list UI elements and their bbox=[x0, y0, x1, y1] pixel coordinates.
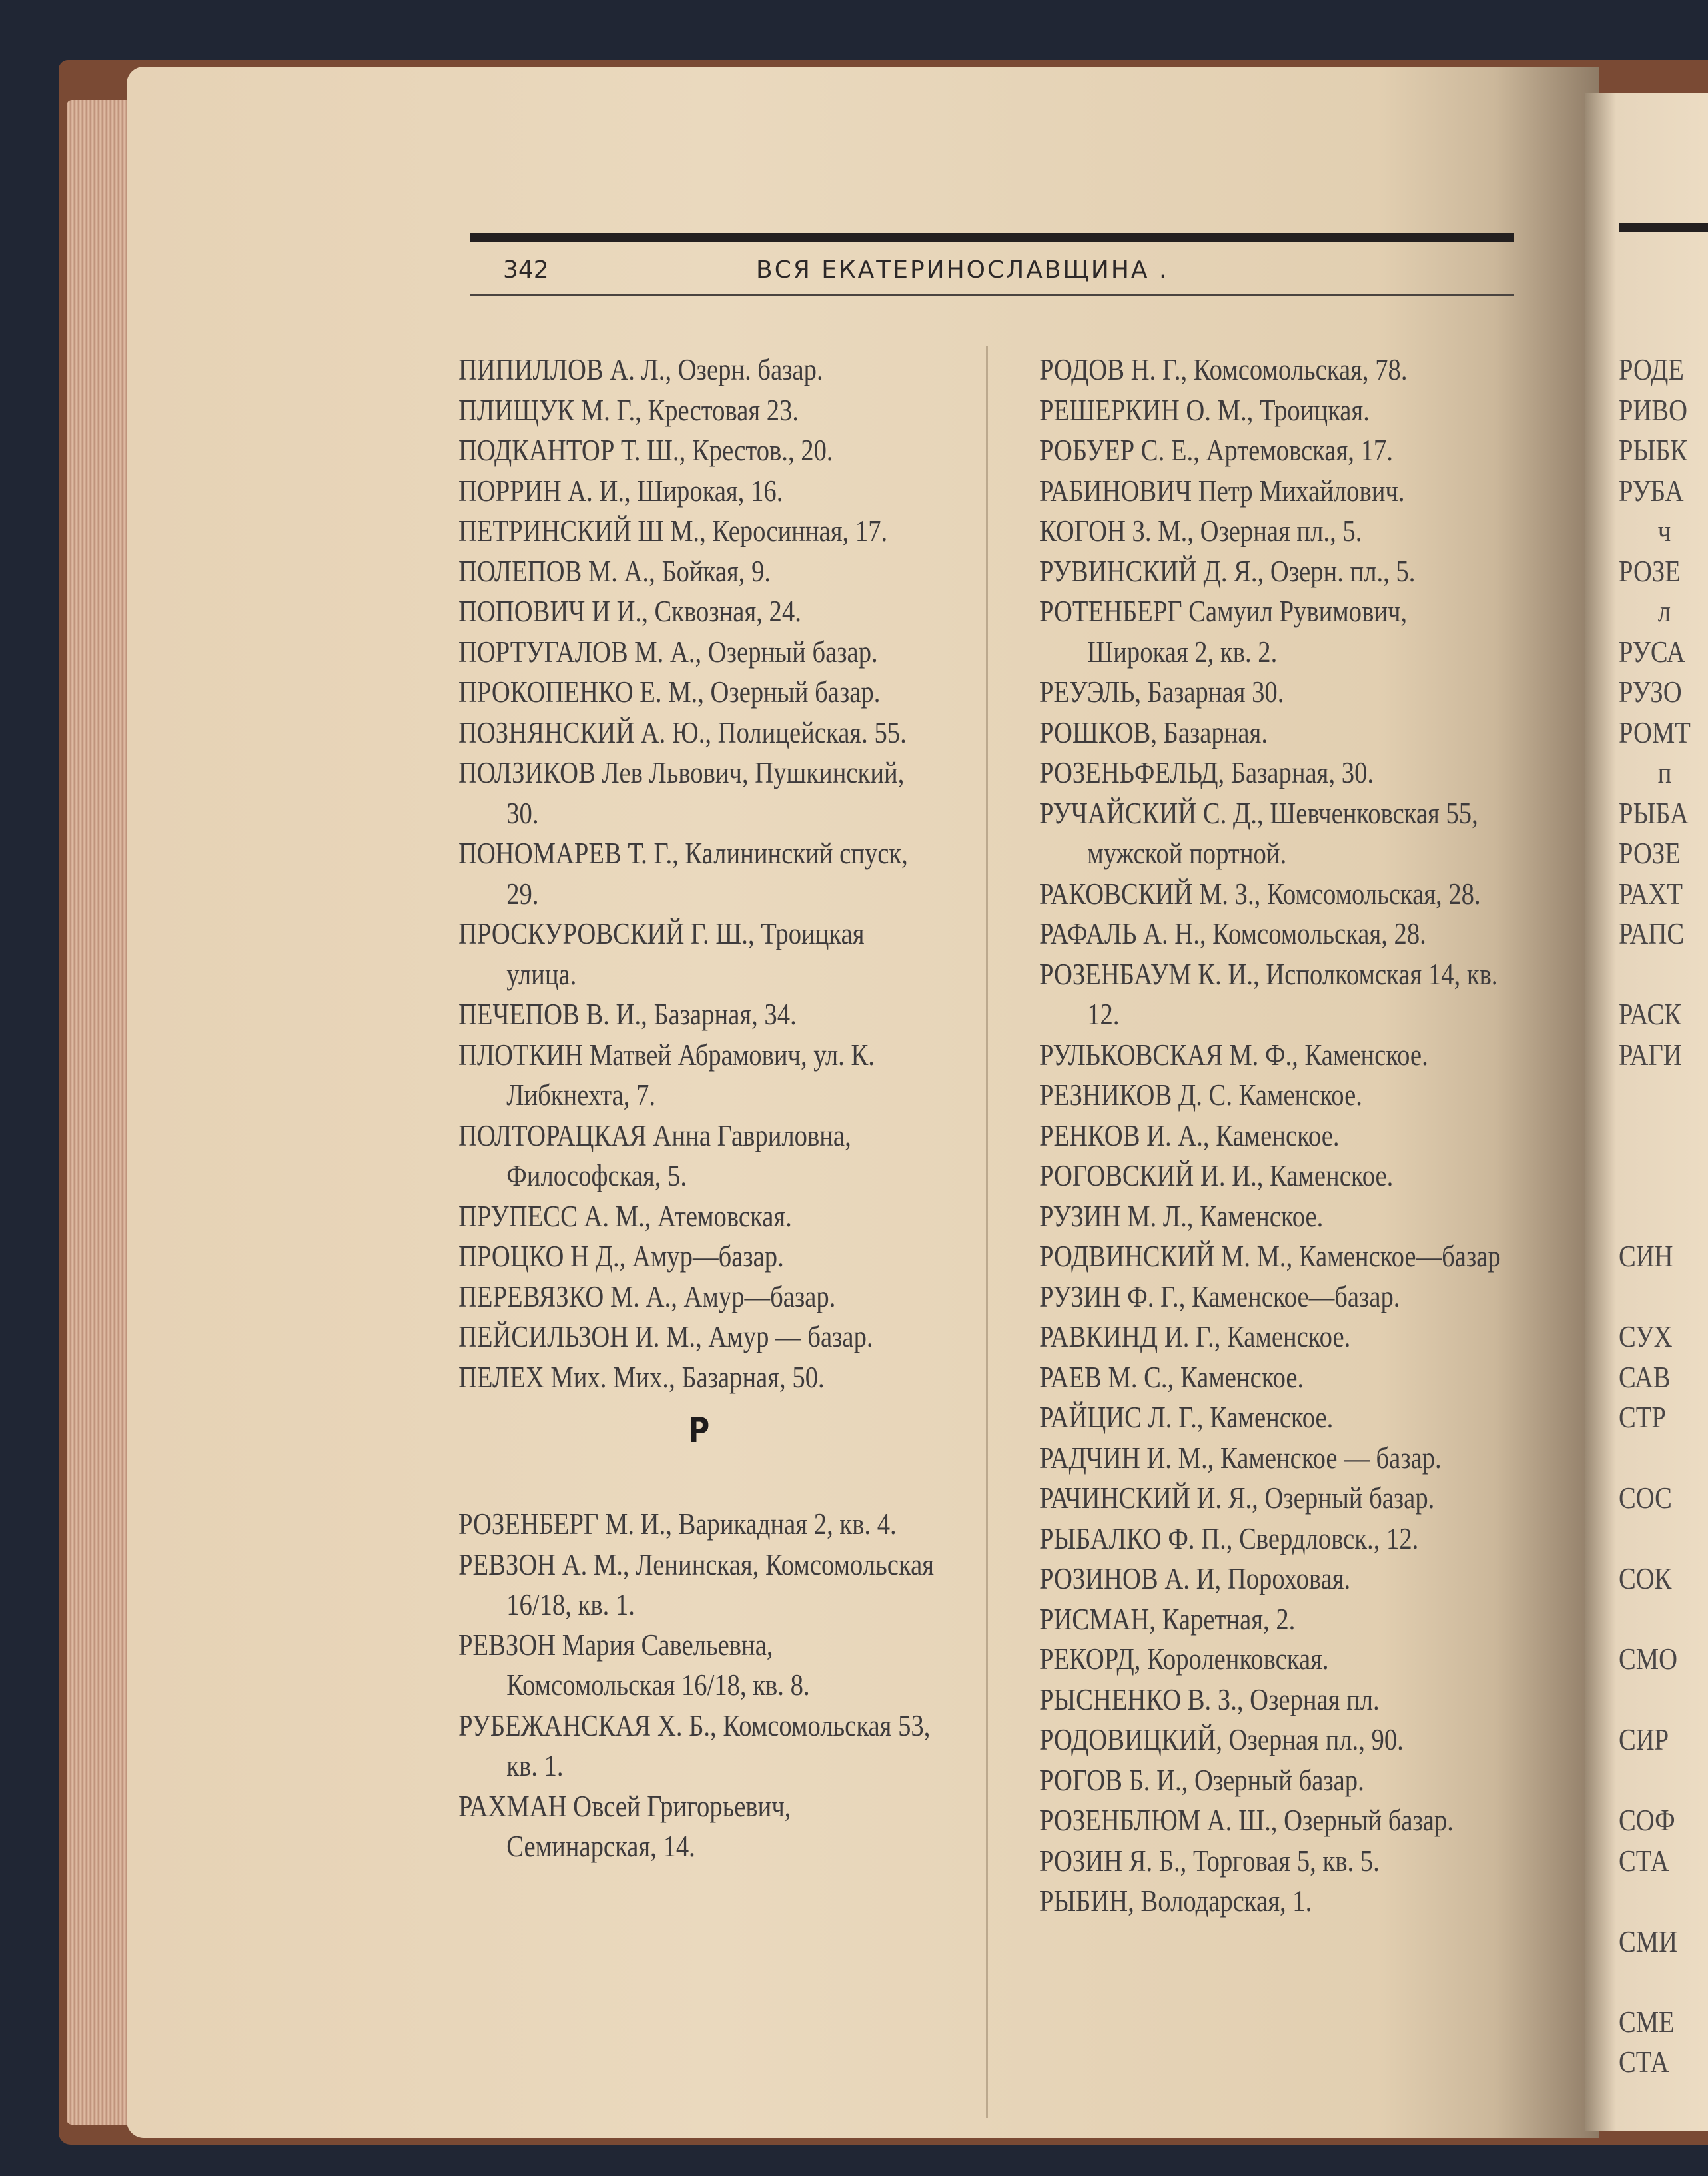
directory-entry: ПЕРЕВЯЗКО М. А., Амур—базар. bbox=[458, 1279, 836, 1313]
directory-entry: РОЗИН Я. Б., Торговая 5, кв. 5. bbox=[1039, 1843, 1380, 1878]
directory-entry: ПЛОТКИН Матвей Абрамович, ул. К. Либкнехта, 7. bbox=[458, 1037, 875, 1112]
header-rule bbox=[470, 294, 1514, 296]
directory-entry: РАДЧИН И. М., Каменское — базар. bbox=[1039, 1440, 1442, 1475]
right-page-fragment: СМИ bbox=[1619, 1924, 1678, 1958]
directory-entry: РОБУЕР С. Е., Артемовская, 17. bbox=[1039, 433, 1393, 467]
directory-entry: РОЗЕНБАУМ К. И., Исполкомская 14, кв. 12. bbox=[1039, 956, 1498, 1031]
directory-entry: ПОПОВИЧ И И., Сквозная, 24. bbox=[458, 594, 801, 628]
directory-entry: ПРОЦКО Н Д., Амур—базар. bbox=[458, 1239, 784, 1273]
right-page-fragment: СТА bbox=[1619, 2045, 1669, 2079]
right-page-fragment bbox=[1619, 1519, 1691, 1559]
right-page-fragment bbox=[1619, 1680, 1691, 1720]
right-page-fragment: РЫБА bbox=[1619, 795, 1689, 830]
directory-entry: ПОЛЕПОВ М. А., Бойкая, 9. bbox=[458, 553, 771, 588]
right-page-fragment: РУБА bbox=[1619, 473, 1684, 508]
directory-entry: РИСМАН, Каретная, 2. bbox=[1039, 1601, 1296, 1636]
directory-entry: КОГОН З. М., Озерная пл., 5. bbox=[1039, 514, 1362, 547]
right-page-fragment: ч bbox=[1657, 514, 1671, 547]
right-page-fragment: СМЕ bbox=[1619, 2004, 1675, 2039]
right-page-fragment: СТР bbox=[1619, 1400, 1666, 1434]
left-column-entries-after bbox=[458, 1504, 939, 1867]
right-page-fragment: СОК bbox=[1619, 1561, 1672, 1595]
right-page-fragment bbox=[1619, 1075, 1691, 1116]
directory-entry: РАХМАН Овсей Григорьевич, Семинарская, 14. bbox=[458, 1788, 791, 1863]
directory-entry: РЕШЕРКИН О. М., Троицкая. bbox=[1039, 392, 1370, 427]
directory-entry: РАФАЛЬ А. Н., Комсомольская, 28. bbox=[1039, 916, 1426, 950]
right-page-fragment: РОЗЕ bbox=[1619, 836, 1681, 870]
directory-entry: ПЕЙСИЛЬЗОН И. М., Амур — базар. bbox=[458, 1319, 873, 1353]
right-page-fragment: РЫБК bbox=[1619, 433, 1688, 467]
middle-column-entries bbox=[1039, 350, 1509, 1922]
directory-entry: РАБИНОВИЧ Петр Михайлович. bbox=[1039, 473, 1405, 508]
right-page-fragment: СОФ bbox=[1619, 1803, 1675, 1837]
directory-entry: РОЗЕНЬФЕЛЬД, Базарная, 30. bbox=[1039, 755, 1374, 789]
right-page-fragment bbox=[1619, 1760, 1691, 1801]
directory-entry: ПРУПЕСС А. М., Атемовская. bbox=[458, 1198, 792, 1233]
right-page-fragment: п bbox=[1657, 755, 1672, 789]
middle-column bbox=[1039, 350, 1509, 1922]
directory-entry: РУБЕЖАНСКАЯ Х. Б., Комсомольская 53, кв. 1. bbox=[458, 1708, 931, 1782]
right-page-fragment bbox=[1619, 1962, 1691, 2002]
directory-entry: РУЗИН Ф. Г., Каменское—базар. bbox=[1039, 1279, 1400, 1313]
right-page-fragment: РАСК bbox=[1619, 997, 1682, 1031]
right-page-fragment: СОС bbox=[1619, 1481, 1672, 1515]
right-page-fragment: РАХТ bbox=[1619, 876, 1683, 910]
right-page-fragment: СТА bbox=[1619, 1843, 1669, 1878]
directory-entry: РОДОВИЦКИЙ, Озерная пл., 90. bbox=[1039, 1722, 1404, 1756]
running-head: ВСЯ ЕКАТЕРИНОСЛАВЩИНА . bbox=[756, 256, 1169, 284]
column-divider bbox=[986, 346, 988, 2118]
directory-entry: ПОРРИН А. И., Широкая, 16. bbox=[458, 473, 783, 508]
right-page-top-rule bbox=[1619, 223, 1708, 232]
directory-entry: ПОДКАНТОР Т. Ш., Крестов., 20. bbox=[458, 433, 833, 467]
right-page-fragment: РАГИ bbox=[1619, 1037, 1682, 1072]
directory-entry: РОГОВСКИЙ И. И., Каменское. bbox=[1039, 1158, 1394, 1192]
directory-entry: РУЛЬКОВСКАЯ М. Ф., Каменское. bbox=[1039, 1037, 1428, 1072]
right-page-fragment: СИР bbox=[1619, 1722, 1669, 1756]
right-page-fragment: СУХ bbox=[1619, 1319, 1673, 1353]
right-page-fragment: СИН bbox=[1619, 1239, 1673, 1273]
directory-entry: РЕВЗОН А. М., Ленинская, Комсомольская 16/18, кв. 1. bbox=[458, 1547, 935, 1621]
right-page-fragment: л bbox=[1657, 594, 1671, 628]
directory-entry: РОГОВ Б. И., Озерный базар. bbox=[1039, 1762, 1364, 1797]
right-page-fragments bbox=[1619, 350, 1691, 2083]
right-page-fragment: РОЗЕ bbox=[1619, 553, 1681, 588]
directory-entry: РЫСНЕНКО В. З., Озерная пл. bbox=[1039, 1682, 1380, 1716]
directory-entry: РУЗИН М. Л., Каменское. bbox=[1039, 1198, 1324, 1233]
directory-entry: РОДОВ Н. Г., Комсомольская, 78. bbox=[1039, 352, 1408, 386]
directory-entry: РЕВЗОН Мария Савельевна, Комсомольская 16/18, кв. 8. bbox=[458, 1627, 810, 1702]
directory-entry: РОЗЕНБЛЮМ А. Ш., Озерный базар. bbox=[1039, 1803, 1454, 1837]
right-page-fragment bbox=[1619, 1277, 1691, 1317]
right-page-fragment: РИВО bbox=[1619, 392, 1688, 427]
directory-entry: ПЕЛЕХ Мих. Мих., Базарная, 50. bbox=[458, 1359, 825, 1394]
directory-entry: РАЕВ М. С., Каменское. bbox=[1039, 1359, 1304, 1394]
directory-entry: РАКОВСКИЙ М. З., Комсомольская, 28. bbox=[1039, 876, 1481, 910]
directory-entry: ПИПИЛЛОВ А. Л., Озерн. базар. bbox=[458, 352, 823, 386]
directory-entry: ПОЛТОРАЦКАЯ Анна Гавриловна, Философская, 5. bbox=[458, 1118, 851, 1192]
directory-entry: РОТЕНБЕРГ Самуил Рувимович, Широкая 2, кв. 2. bbox=[1039, 594, 1408, 669]
directory-entry: РЕУЭЛЬ, Базарная 30. bbox=[1039, 675, 1284, 709]
directory-entry: РУЧАЙСКИЙ С. Д., Шевченковская 55, мужской портной. bbox=[1039, 795, 1478, 870]
directory-entry: ПРОСКУРОВСКИЙ Г. Ш., Троицкая улица. bbox=[458, 916, 865, 991]
directory-entry: РАЧИНСКИЙ И. Я., Озерный базар. bbox=[1039, 1481, 1435, 1515]
right-page-fragment bbox=[1619, 1196, 1691, 1237]
right-page-fragment bbox=[1619, 1116, 1691, 1156]
directory-entry: РАЙЦИС Л. Г., Каменское. bbox=[1039, 1400, 1334, 1434]
right-page-fragment: РУЗО bbox=[1619, 675, 1682, 709]
right-page-fragment: РОМТ bbox=[1619, 715, 1691, 749]
directory-entry: РОШКОВ, Базарная. bbox=[1039, 715, 1268, 749]
right-page-fragment bbox=[1619, 954, 1691, 995]
directory-entry: ПОЛЗИКОВ Лев Львович, Пушкинский, 30. bbox=[458, 755, 905, 830]
top-rule bbox=[470, 233, 1514, 242]
directory-entry: РОЗИНОВ А. И, Пороховая. bbox=[1039, 1561, 1351, 1595]
directory-entry: РАВКИНД И. Г., Каменское. bbox=[1039, 1319, 1351, 1353]
right-page-fragment: СМО bbox=[1619, 1642, 1678, 1676]
directory-entry: РЫБИН, Володарская, 1. bbox=[1039, 1884, 1312, 1918]
section-letter: Р bbox=[688, 1411, 710, 1451]
right-page-fragment bbox=[1619, 1156, 1691, 1196]
right-page-fragment bbox=[1619, 1438, 1691, 1479]
directory-entry: ПЛИЩУК М. Г., Крестовая 23. bbox=[458, 392, 799, 427]
page-number: 342 bbox=[503, 256, 549, 284]
directory-entry: РУВИНСКИЙ Д. Я., Озерн. пл., 5. bbox=[1039, 553, 1416, 588]
directory-entry: ПОРТУГАЛОВ М. А., Озерный базар. bbox=[458, 634, 878, 669]
right-page-fragment: САВ bbox=[1619, 1359, 1671, 1394]
directory-entry: ПОЗНЯНСКИЙ А. Ю., Полицейская. 55. bbox=[458, 715, 907, 749]
right-page-fragment bbox=[1619, 1881, 1691, 1922]
directory-entry: РЫБАЛКО Ф. П., Свердловск., 12. bbox=[1039, 1521, 1419, 1555]
directory-entry: РЕЗНИКОВ Д. С. Каменское. bbox=[1039, 1078, 1362, 1112]
directory-entry: ПОНОМАРЕВ Т. Г., Калининский спуск, 29. bbox=[458, 836, 908, 910]
directory-entry: ПЕЧЕПОВ В. И., Базарная, 34. bbox=[458, 997, 797, 1031]
right-page-fragment: РОДЕ bbox=[1619, 352, 1684, 386]
left-column bbox=[458, 350, 939, 1867]
right-page-fragment bbox=[1619, 1599, 1691, 1640]
right-page-fragment: РУСА bbox=[1619, 634, 1685, 669]
directory-entry: ПРОКОПЕНКО Е. М., Озерный базар. bbox=[458, 675, 881, 709]
right-page-fragment: РАПС bbox=[1619, 916, 1685, 950]
directory-entry: РЕКОРД, Короленковская. bbox=[1039, 1642, 1329, 1676]
directory-entry: РЕНКОВ И. А., Каменское. bbox=[1039, 1118, 1340, 1152]
directory-entry: ПЕТРИНСКИЙ Ш М., Керосинная, 17. bbox=[458, 514, 888, 547]
left-column-entries bbox=[458, 350, 939, 1397]
directory-entry: РОДВИНСКИЙ М. М., Каменское—базар bbox=[1039, 1239, 1501, 1273]
directory-entry: РОЗЕНБЕРГ М. И., Варикадная 2, кв. 4. bbox=[458, 1507, 897, 1541]
